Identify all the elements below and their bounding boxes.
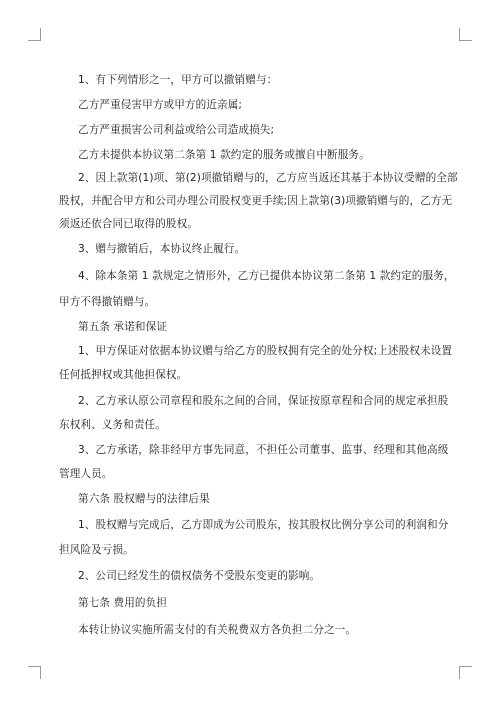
clause-line: 担风险及亏损。: [59, 544, 134, 556]
clause-line: 1、有下列情形之一，甲方可以撤销赠与：: [78, 74, 278, 86]
clause-line: 4、除本条第 1 款规定之情形外，乙方已提供本协议第二条第 1 款约定的服务，: [78, 270, 455, 282]
clause-line: 须返还依合同已取得的股权。: [59, 218, 199, 230]
clause-line: 管理人员。: [59, 468, 113, 480]
section-heading: 第六条 股权赠与的法律后果: [78, 493, 210, 505]
clause-line: 股权，并配合甲方和公司办理公司股权变更手续;因上款第(3)项撤销赠与的，乙方无: [59, 195, 453, 207]
clause-line: 2、乙方承认原公司章程和股东之间的合同，保证按原章程和合同的规定承担股: [78, 395, 449, 407]
crop-mark-bottom-left: [28, 666, 41, 679]
clause-line: 东权利、义务和责任。: [59, 419, 166, 431]
clause-line: 2、公司已经发生的债权债务不受股东变更的影响。: [78, 570, 321, 582]
section-heading: 第七条 费用的负担: [78, 597, 168, 609]
clause-line: 1、甲方保证对依据本协议赠与给乙方的股权拥有完全的处分权;上述股权未设置: [78, 345, 453, 357]
clause-line: 乙方未提供本协议第二条第 1 款约定的服务或擅自中断服务。: [78, 149, 370, 161]
clause-line: 3、赠与撤销后，本协议终止履行。: [78, 243, 246, 255]
crop-mark-bottom-right: [459, 666, 472, 679]
clause-line: 乙方严重侵害甲方或甲方的近亲属;: [78, 99, 243, 111]
clause-line: 3、乙方承诺，除非经甲方事先同意，不担任公司董事、监事、经理和其他高级: [78, 444, 449, 456]
section-heading: 第五条 承诺和保证: [78, 321, 168, 333]
clause-line: 任何抵押权或其他担保权。: [59, 369, 188, 381]
crop-mark-top-left: [28, 28, 41, 41]
clause-line: 甲方不得撤销赠与。: [59, 296, 156, 308]
clause-line: 2、因上款第(1)项、第(2)项撤销赠与的，乙方应当返还其基于本协议受赠的全部: [78, 172, 458, 184]
clause-line: 乙方严重损害公司利益或给公司造成损失;: [78, 124, 275, 136]
clause-line: 1、股权赠与完成后，乙方即成为公司股东，按其股权比例分享公司的利润和分: [78, 519, 449, 531]
clause-line: 本转让协议实施所需支付的有关税费双方各负担二分之一。: [78, 624, 357, 636]
crop-mark-top-right: [459, 28, 472, 41]
